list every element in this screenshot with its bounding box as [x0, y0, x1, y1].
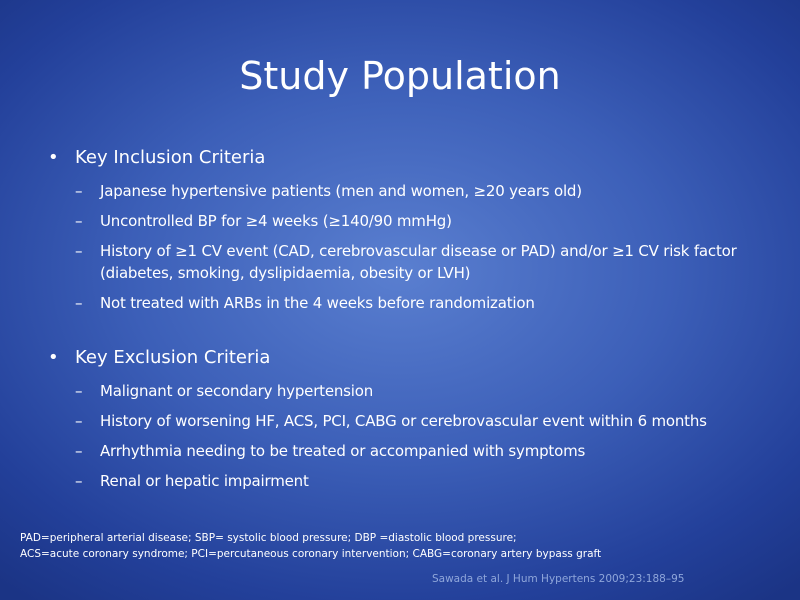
list-item	[48, 292, 758, 314]
list-item-text: Not treated with ARBs in the 4 weeks before randomization	[100, 294, 535, 312]
inclusion-list	[48, 180, 758, 314]
bullet-icon: •	[48, 347, 59, 368]
list-item-text: Japanese hypertensive patients (men and women, ≥20 years old)	[100, 182, 582, 200]
section-heading	[48, 344, 758, 372]
list-item	[48, 410, 758, 432]
list-item	[48, 180, 758, 202]
dash-icon: –	[75, 242, 83, 260]
list-item-text: Renal or hepatic impairment	[100, 472, 309, 490]
dash-icon: –	[75, 412, 83, 430]
abbreviations-footnote	[20, 530, 720, 562]
list-item	[48, 470, 758, 492]
list-item-text: Arrhythmia needing to be treated or accompanied with symptoms	[100, 442, 586, 460]
citation: Sawada et al. J Hum Hypertens 2009;23:188–95	[432, 573, 685, 585]
inclusion-section	[48, 144, 758, 314]
footnote-line: ACS=acute coronary syndrome; PCI=percutaneous coronary intervention; CABG=coronary artery bypass graft	[20, 548, 602, 560]
footnote-line: PAD=peripheral arterial disease; SBP= systolic blood pressure; DBP =diastolic blood pressure;	[20, 532, 517, 544]
list-item	[48, 440, 758, 462]
slide-title: Study Population	[239, 54, 561, 98]
dash-icon: –	[75, 212, 83, 230]
exclusion-section	[48, 344, 758, 492]
inclusion-heading: Key Inclusion Criteria	[75, 147, 266, 168]
exclusion-list	[48, 380, 758, 492]
list-item-text: History of ≥1 CV event (CAD, cerebrovascular disease or PAD) and/or ≥1 CV risk factor (diabetes, smoking, dyslipidaemia, obesity or LVH)	[100, 242, 737, 282]
dash-icon: –	[75, 382, 83, 400]
dash-icon: –	[75, 442, 83, 460]
list-item	[48, 240, 758, 284]
list-item	[48, 210, 758, 232]
list-item	[48, 380, 758, 402]
list-item-text: Uncontrolled BP for ≥4 weeks (≥140/90 mmHg)	[100, 212, 452, 230]
bullet-icon: •	[48, 147, 59, 168]
dash-icon: –	[75, 294, 83, 312]
dash-icon: –	[75, 182, 83, 200]
slide-content	[48, 144, 758, 492]
section-heading	[48, 144, 758, 172]
dash-icon: –	[75, 472, 83, 490]
exclusion-heading: Key Exclusion Criteria	[75, 347, 271, 368]
list-item-text: Malignant or secondary hypertension	[100, 382, 374, 400]
list-item-text: History of worsening HF, ACS, PCI, CABG or cerebrovascular event within 6 months	[100, 412, 707, 430]
